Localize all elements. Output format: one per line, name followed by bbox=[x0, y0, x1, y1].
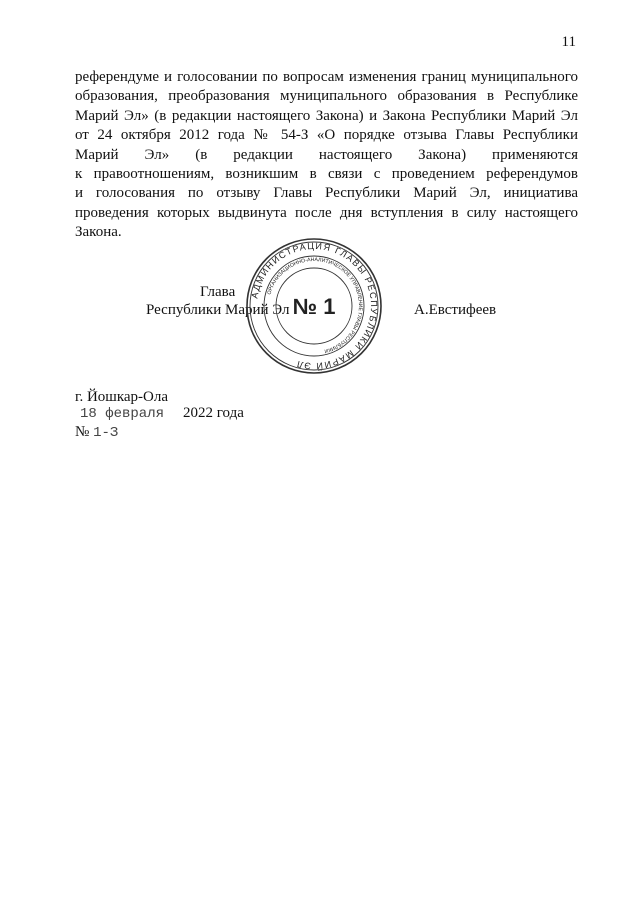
date-year: 2022 года bbox=[183, 405, 244, 421]
paragraph-line: от 24 октября 2012 года № 54-З «О порядке отзыва Главы Республики bbox=[75, 127, 578, 144]
paragraph-line: к правоотношениям, возникшим в связи с проведением референдумов bbox=[75, 166, 578, 183]
paragraph-line: проведения которых выдвинута после дня вступления в силу настоящего bbox=[75, 204, 578, 221]
law-number-line bbox=[75, 424, 118, 441]
paragraph-line: образования, преобразования муниципального образования в Республике bbox=[75, 88, 578, 105]
paragraph-line: референдуме и голосовании по вопросам изменения границ муниципального bbox=[75, 69, 578, 85]
signatory-title-republic: Республики Марий Эл bbox=[146, 302, 290, 318]
date-typed: 18 февраля bbox=[80, 406, 165, 422]
paragraph-line: и голосования по отзыву Главы Республики Марий Эл, инициатива bbox=[75, 185, 578, 202]
number-prefix: № bbox=[75, 424, 90, 440]
paragraph-line: Марий Эл» (в редакции настоящего Закона) и Закона Республики Марий Эл bbox=[75, 107, 578, 124]
seal-center-number: № 1 bbox=[292, 294, 336, 319]
seal-inner-text: ОРГАНИЗАЦИОННО-АНАЛИТИЧЕСКОЕ УПРАВЛЕНИЕ ГЛАВЫ РЕСПУБЛИКИ bbox=[266, 256, 364, 354]
date-line bbox=[80, 405, 244, 422]
signatory-name: А.Евстифеев bbox=[414, 302, 497, 318]
official-seal bbox=[245, 237, 383, 375]
signatory-title: Глава bbox=[200, 284, 236, 300]
paragraph-line: Марий Эл» (в редакции настоящего Закона) применяются bbox=[75, 146, 578, 163]
law-paragraph bbox=[75, 68, 578, 243]
paragraph-line: Закона. bbox=[75, 224, 122, 241]
page-number: 11 bbox=[561, 34, 576, 50]
place-of-signing: г. Йошкар-Ола bbox=[75, 389, 169, 405]
seal-outer-text: АДМИНИСТРАЦИЯ ГЛАВЫ РЕСПУБЛИКИ МАРИЙ ЭЛ bbox=[249, 240, 380, 372]
law-number: 1-З bbox=[93, 425, 119, 441]
